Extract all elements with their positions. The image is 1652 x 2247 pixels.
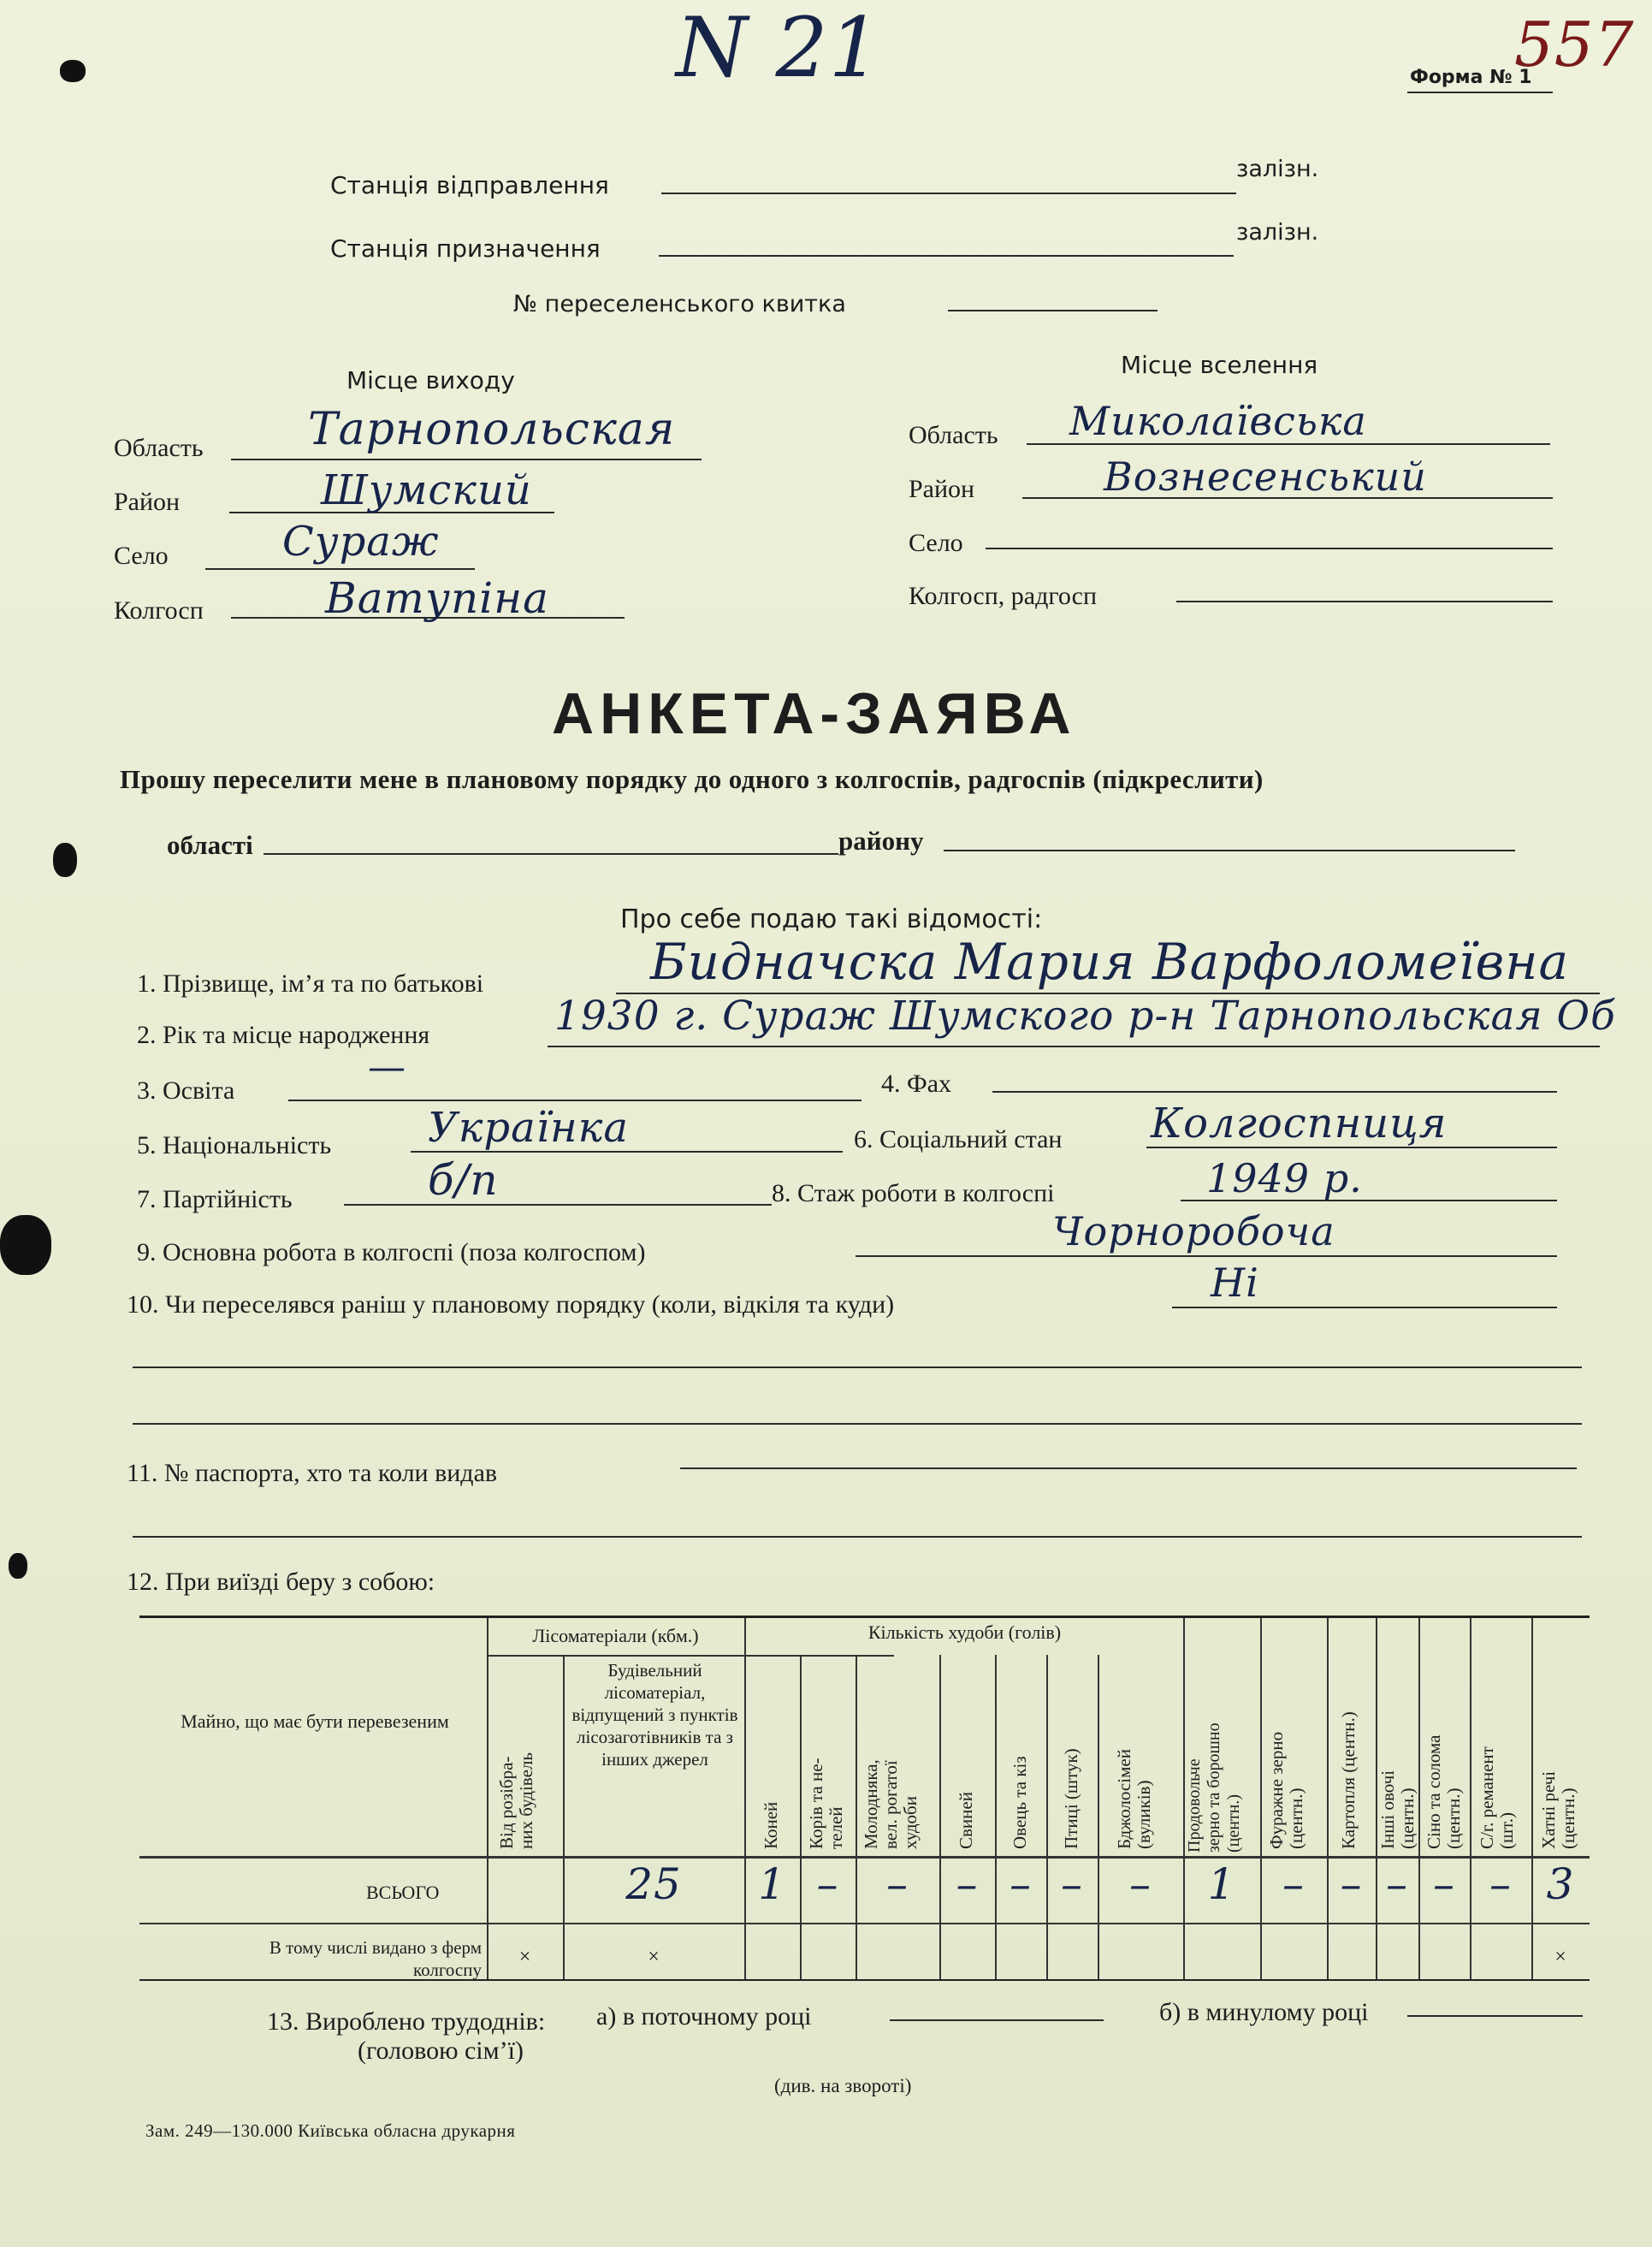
table-value-cell: –	[886, 1859, 909, 1909]
origin-oblast-value: Тарнопольская	[308, 404, 676, 455]
field-13-label: 13. Вироблено трудоднів:	[267, 2007, 546, 2036]
field-13-b-label: б) в минулому році	[1159, 1998, 1369, 2026]
field-10-line	[1172, 1307, 1557, 1308]
origin-kolhosp-value: Ватупіна	[325, 573, 549, 623]
departure-station-label: Станція відправлення	[330, 171, 609, 199]
table-rule	[487, 1618, 488, 1979]
origin-raion-value: Шумский	[321, 466, 532, 514]
field-13-b-line	[1407, 2015, 1583, 2017]
field-11-line	[680, 1467, 1577, 1469]
group-lumber-header: Лісоматеріали (кбм.)	[532, 1625, 699, 1646]
table-rule	[563, 1655, 565, 1979]
origin-title: Місце виходу	[346, 366, 515, 394]
field-7-value: б/п	[428, 1155, 499, 1205]
table-value-cell: –	[1489, 1859, 1512, 1909]
field-4-label: 4. Фах	[881, 1070, 952, 1098]
destination-raion-label: Район	[909, 475, 975, 503]
table-value-cell: –	[1340, 1859, 1363, 1909]
table-rule	[856, 1655, 857, 1979]
table-value-cell: –	[1061, 1859, 1083, 1909]
table-value-cell: –	[1282, 1859, 1305, 1909]
field-9-line	[856, 1255, 1557, 1257]
railway-suffix: залізн.	[1236, 219, 1319, 246]
oblasti-label: області	[167, 830, 253, 860]
col-building-header: Будівельний лісоматеріал, відпущений з пунктів лісозаготівників та з інших джерел	[571, 1660, 738, 1770]
punch-hole-mark	[53, 843, 77, 877]
punch-hole-mark	[9, 1553, 27, 1579]
col-horses-header: Коней	[761, 1801, 781, 1849]
table-rule	[139, 1923, 1590, 1924]
table-value-cell: 1	[758, 1859, 786, 1909]
table-value-cell: –	[1010, 1859, 1032, 1909]
field-8-value: 1949 р.	[1206, 1155, 1363, 1201]
field-1-label: 1. Прізвище, ім’я та по батькові	[137, 969, 484, 998]
col-disassembled-header: Від розібра- них будівель	[496, 1752, 536, 1849]
property-table	[139, 1616, 1590, 1981]
field-1-value: Бидначска Мария Варфоломеївна	[650, 933, 1570, 991]
field-8-label: 8. Стаж роботи в колгоспі	[772, 1179, 1055, 1207]
table-rule	[1418, 1618, 1420, 1979]
col-birds-header: Птиці (штук)	[1061, 1748, 1081, 1849]
table-value-cell: ×	[648, 1946, 660, 1968]
field-11-label: 11. № паспорта, хто та коли видав	[127, 1459, 498, 1487]
field-13-a-label: а) в поточному році	[596, 2002, 812, 2031]
col-cows-header: Корів та не- телей	[806, 1758, 846, 1849]
corner-number: 557	[1514, 9, 1635, 80]
destination-selo-line	[986, 548, 1553, 549]
table-value-cell: –	[816, 1859, 839, 1909]
col-potato-header: Картопля (центн.)	[1338, 1711, 1359, 1849]
table-value-cell: –	[1129, 1859, 1152, 1909]
document-title: АНКЕТА-ЗАЯВА	[552, 681, 1077, 746]
destination-kolhosp-line	[1176, 601, 1553, 602]
destination-oblast-value: Миколаївська	[1069, 398, 1367, 444]
field-6-value: Колгоспниця	[1151, 1100, 1448, 1147]
col-household-header: Хатні речі (центн.)	[1538, 1770, 1578, 1849]
field-13-sub: (головою сім’ї)	[358, 2037, 524, 2065]
row-farm-label: В тому числі видано з ферм колгоспу	[269, 1937, 482, 1980]
destination-title: Місце вселення	[1121, 351, 1318, 379]
table-rule	[487, 1655, 894, 1657]
destination-station-label: Станція призначення	[330, 234, 601, 263]
table-rule	[800, 1655, 802, 1979]
see-back-note: (див. на звороті)	[774, 2075, 912, 2096]
ticket-number-line	[948, 310, 1158, 311]
row-total-label: ВСЬОГО	[366, 1882, 440, 1903]
origin-oblast-label: Область	[114, 434, 204, 462]
destination-kolhosp-label: Колгосп, радгосп	[909, 582, 1098, 610]
origin-kolhosp-label: Колгосп	[114, 596, 204, 625]
destination-selo-label: Село	[909, 529, 963, 557]
punch-hole-mark	[60, 60, 86, 82]
railway-suffix: залізн.	[1236, 156, 1319, 182]
printer-footer: Зам. 249—130.000 Київська обласна друкарня	[145, 2120, 516, 2141]
col-young-header: Молодняка, вел. рогатої худоби	[861, 1759, 921, 1849]
field-2-line	[548, 1046, 1600, 1047]
punch-hole-mark	[0, 1215, 51, 1275]
field-3-value: —	[368, 1046, 406, 1089]
col-food-grain-header: Продовольче зерно та борошно (центн.)	[1185, 1722, 1243, 1853]
col-feed-grain-header: Фуражне зерно (центн.)	[1266, 1731, 1306, 1849]
col-pigs-header: Свиней	[956, 1792, 976, 1849]
oblasti-line	[263, 853, 838, 855]
departure-station-line	[661, 193, 1236, 194]
table-value-cell: –	[1433, 1859, 1455, 1909]
handwritten-file-number: N 21	[676, 0, 882, 96]
table-rule	[1046, 1655, 1048, 1979]
table-value-cell: ×	[518, 1946, 531, 1968]
table-value-cell: 1	[1207, 1859, 1236, 1909]
table-value-cell: –	[956, 1859, 979, 1909]
col-tools-header: С/г. реманент (шт.)	[1477, 1746, 1517, 1849]
col-hay-header: Сіно та солома (центн.)	[1424, 1734, 1464, 1849]
field-2-label: 2. Рік та місце народження	[137, 1021, 430, 1049]
field-9-label: 9. Основна робота в колгоспі (поза колгоспом)	[137, 1238, 646, 1266]
field-5-label: 5. Національність	[137, 1131, 332, 1159]
field-3-label: 3. Освіта	[137, 1076, 235, 1105]
table-rule	[939, 1655, 941, 1979]
col-bees-header: Бджолосімей (вуликів)	[1114, 1749, 1154, 1849]
field-5-value: Українка	[428, 1104, 629, 1152]
table-rule	[1260, 1618, 1262, 1979]
field-2-value: 1930 г. Сураж Шумского р-н Тарнопольская Об	[554, 993, 1616, 1040]
form-label: Форма № 1	[1410, 67, 1532, 88]
table-value-cell: ×	[1554, 1946, 1566, 1968]
table-value-cell: –	[1386, 1859, 1408, 1909]
field-12-label: 12. При виїзді беру з собою:	[127, 1568, 435, 1596]
table-rule	[1327, 1618, 1329, 1979]
table-rule	[139, 1856, 1590, 1859]
field-7-line	[344, 1204, 772, 1206]
table-rule	[744, 1618, 746, 1979]
raionu-line	[944, 850, 1515, 851]
ticket-number-label: № переселенського квитка	[513, 291, 846, 317]
table-rule	[1470, 1618, 1471, 1979]
field-10-value: Ні	[1211, 1260, 1259, 1306]
request-text: Прошу переселити мене в плановому порядку до одного з колгоспів, радгоспів (підкреслити)	[120, 764, 1264, 794]
origin-selo-line	[205, 568, 475, 570]
field-9-value: Чорноробоча	[1052, 1208, 1335, 1254]
origin-oblast-line	[231, 459, 702, 460]
raionu-label: району	[838, 826, 924, 856]
table-rule	[995, 1655, 997, 1979]
origin-selo-value: Сураж	[282, 518, 440, 566]
field-13-a-line	[890, 2019, 1104, 2021]
table-value-cell: 3	[1546, 1859, 1575, 1909]
form-label-underline	[1407, 92, 1553, 93]
destination-oblast-label: Область	[909, 421, 998, 449]
field-7-label: 7. Партійність	[137, 1185, 293, 1213]
field-4-line	[992, 1091, 1557, 1093]
col-sheep-header: Овець та кіз	[1010, 1756, 1030, 1849]
col-veg-header: Інші овочі (центн.)	[1377, 1770, 1418, 1849]
origin-selo-label: Село	[114, 542, 169, 570]
destination-station-line	[659, 255, 1234, 257]
field-10-extra-line	[133, 1367, 1582, 1368]
field-10-label: 10. Чи переселявся раніш у плановому порядку (коли, відкіля та куди)	[127, 1290, 895, 1319]
group-cattle-header: Кількість худоби (голів)	[867, 1622, 1062, 1643]
table-rule	[1098, 1655, 1099, 1979]
field-10-extra-line	[133, 1423, 1582, 1425]
intro-text: Про себе подаю такі відомості:	[620, 904, 1043, 934]
field-11-extra-line	[133, 1536, 1582, 1538]
origin-raion-label: Район	[114, 488, 181, 516]
table-rule	[1531, 1618, 1533, 1979]
field-6-label: 6. Соціальний стан	[854, 1125, 1063, 1153]
col-item-header: Майно, що має бути перевезеним	[181, 1710, 449, 1732]
field-3-line	[288, 1100, 862, 1101]
table-value-cell: 25	[625, 1859, 682, 1909]
destination-raion-value: Вознесенський	[1104, 454, 1427, 500]
